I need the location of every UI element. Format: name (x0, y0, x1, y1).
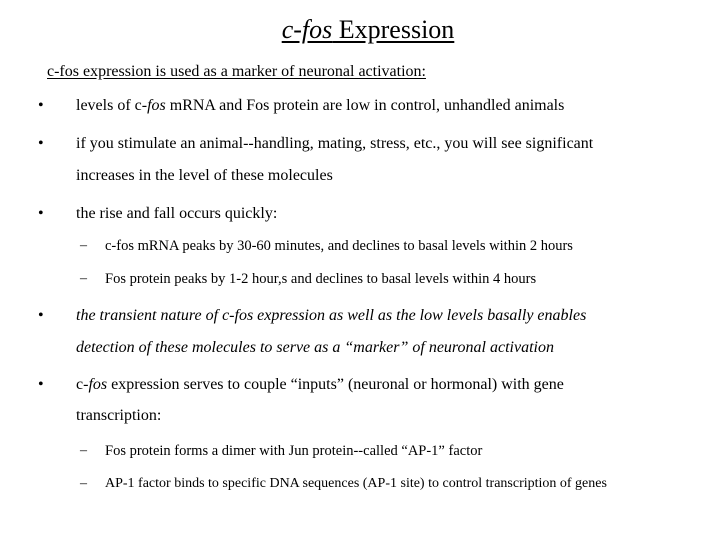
bullet-4-line-1: the transient nature of c-fos expression as well as the low levels basally enables (76, 307, 587, 324)
title-italic: c-fos (281, 15, 333, 44)
bullet-marker: • (38, 376, 44, 393)
bullet-5-post: expression serves to couple “inputs” (neuronal or hormonal) with gene (107, 376, 564, 393)
title-rest: Expression (332, 15, 455, 44)
bullet-1-pre: levels of c- (76, 97, 148, 114)
bullet-marker: • (38, 135, 44, 152)
bullet-5-line-2: transcription: (76, 407, 162, 424)
bullet-5-pre: c- (76, 376, 89, 393)
bullet-5-sub-2: AP-1 factor binds to specific DNA sequences (AP-1 site) to control transcription of genes (105, 476, 607, 491)
bullet-3-line-1: the rise and fall occurs quickly: (76, 205, 278, 222)
bullet-2-line-1: if you stimulate an animal--handling, mating, stress, etc., you will see significant (76, 135, 594, 152)
bullet-3-sub-2: Fos protein peaks by 1-2 hour,s and declines to basal levels within 4 hours (105, 271, 537, 287)
bullet-3-sub-1: c-fos mRNA peaks by 30-60 minutes, and declines to basal levels within 2 hours (105, 238, 573, 254)
bullet-marker: • (38, 307, 44, 324)
bullet-1-post: mRNA and Fos protein are low in control, unhandled animals (165, 97, 565, 114)
dash-marker: – (80, 443, 87, 458)
bullet-5-italic: fos (88, 376, 108, 393)
dash-marker: – (80, 271, 87, 286)
bullet-2-line-2: increases in the level of these molecules (76, 167, 333, 184)
intro-text: c-fos expression is used as a marker of neuronal activation: (47, 63, 426, 80)
bullet-marker: • (38, 97, 44, 114)
bullet-marker: • (38, 205, 44, 222)
dash-marker: – (80, 238, 87, 253)
bullet-1-text (76, 96, 564, 116)
bullet-1-italic: fos (147, 97, 166, 114)
bullet-5-sub-1: Fos protein forms a dimer with Jun protein--called “AP-1” factor (105, 443, 483, 459)
bullet-5-line-1 (76, 375, 564, 395)
dash-marker: – (80, 476, 87, 491)
slide-title (0, 12, 720, 48)
bullet-4-line-2: detection of these molecules to serve as a “marker” of neuronal activation (76, 339, 554, 356)
